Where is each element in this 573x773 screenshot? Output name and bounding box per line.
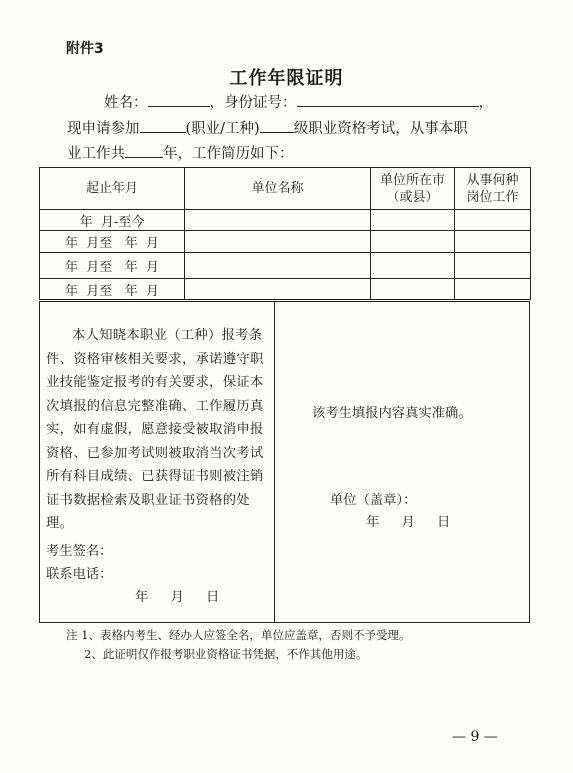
occupation-label: (职业/工种) bbox=[185, 121, 260, 137]
end-comma: ， bbox=[478, 95, 493, 111]
unit-date[interactable]: 年 月 日 bbox=[366, 515, 451, 530]
header-unit-city: 单位所在市 （或县） bbox=[371, 168, 455, 210]
applicant-date[interactable]: 年 月 日 bbox=[135, 590, 220, 605]
phone-label[interactable]: 联系电话： bbox=[46, 567, 113, 582]
attachment-label: 附件3 bbox=[66, 41, 104, 57]
header-unit-name: 单位名称 bbox=[185, 168, 371, 210]
confirm-text: 该考生填报内容真实准确。 bbox=[312, 406, 472, 421]
job-cell[interactable] bbox=[455, 210, 531, 231]
unit-city-cell[interactable] bbox=[371, 253, 455, 279]
unit-seal-label[interactable]: 单位（盖章）： bbox=[330, 493, 417, 508]
name-label: 姓名： bbox=[104, 95, 148, 111]
header-period: 起止年月 bbox=[40, 168, 185, 210]
note-2: 2、此证明仅作报考职业资格证书凭据，不作其他用途。 bbox=[84, 647, 368, 661]
table-row bbox=[40, 231, 531, 253]
note-1: 注 1、表格内考生、经办人应签全名，单位应盖章，否则不予受理。 bbox=[66, 628, 411, 642]
table-row bbox=[40, 253, 531, 279]
name-id-line bbox=[104, 91, 493, 112]
id-label: ，身份证号： bbox=[209, 95, 297, 111]
resume-label: 年，工作简历如下： bbox=[163, 146, 294, 162]
years-label: 业工作共 bbox=[67, 146, 125, 162]
apply-line bbox=[67, 117, 468, 138]
section-divider bbox=[274, 302, 275, 622]
table-header-row bbox=[40, 168, 531, 210]
period-cell[interactable]: 年 月-至今 bbox=[40, 210, 185, 231]
years-line bbox=[67, 142, 294, 163]
document-title: 工作年限证明 bbox=[229, 68, 344, 89]
id-number-blank[interactable] bbox=[297, 92, 479, 107]
apply-label: 现申请参加 bbox=[67, 121, 140, 137]
name-blank[interactable] bbox=[148, 92, 210, 107]
period-cell[interactable]: 年 月至 年 月 bbox=[40, 253, 185, 279]
declaration-section bbox=[39, 301, 530, 623]
level-blank[interactable] bbox=[260, 118, 294, 133]
work-history-table bbox=[39, 167, 531, 300]
period-cell[interactable]: 年 月至 年 月 bbox=[40, 231, 185, 253]
signature-label[interactable]: 考生签名： bbox=[46, 544, 113, 559]
period-cell[interactable]: 年 月至 年 月 bbox=[40, 279, 185, 300]
unit-name-cell[interactable] bbox=[185, 253, 371, 279]
unit-city-cell[interactable] bbox=[371, 279, 455, 300]
header-job: 从事何种 岗位工作 bbox=[455, 168, 531, 210]
years-blank[interactable] bbox=[125, 143, 163, 158]
occupation-blank[interactable] bbox=[140, 118, 186, 133]
page-number: — 9 — bbox=[452, 729, 498, 745]
declaration-text: 本人知晓本职业（工种）报考条件、资格审核相关要求，承诺遵守职业技能鉴定报考的有关要求，保证本次填报的信息完整准确、工作履历真实，如有虚假，愿意接受被取消申报资格、已参加考试则被取消当次考试所有科目成绩、已获得证书则被注销证书数据检索及职业证书资格的处理。 bbox=[46, 328, 264, 531]
table-row bbox=[40, 210, 531, 231]
job-cell[interactable] bbox=[455, 253, 531, 279]
unit-city-cell[interactable] bbox=[371, 231, 455, 253]
level-label: 级职业资格考试，从事本职 bbox=[293, 121, 468, 137]
unit-name-cell[interactable] bbox=[185, 279, 371, 300]
unit-name-cell[interactable] bbox=[185, 231, 371, 253]
job-cell[interactable] bbox=[455, 279, 531, 300]
unit-city-cell[interactable] bbox=[371, 210, 455, 231]
job-cell[interactable] bbox=[455, 231, 531, 253]
unit-name-cell[interactable] bbox=[185, 210, 371, 231]
table-row bbox=[40, 279, 531, 300]
